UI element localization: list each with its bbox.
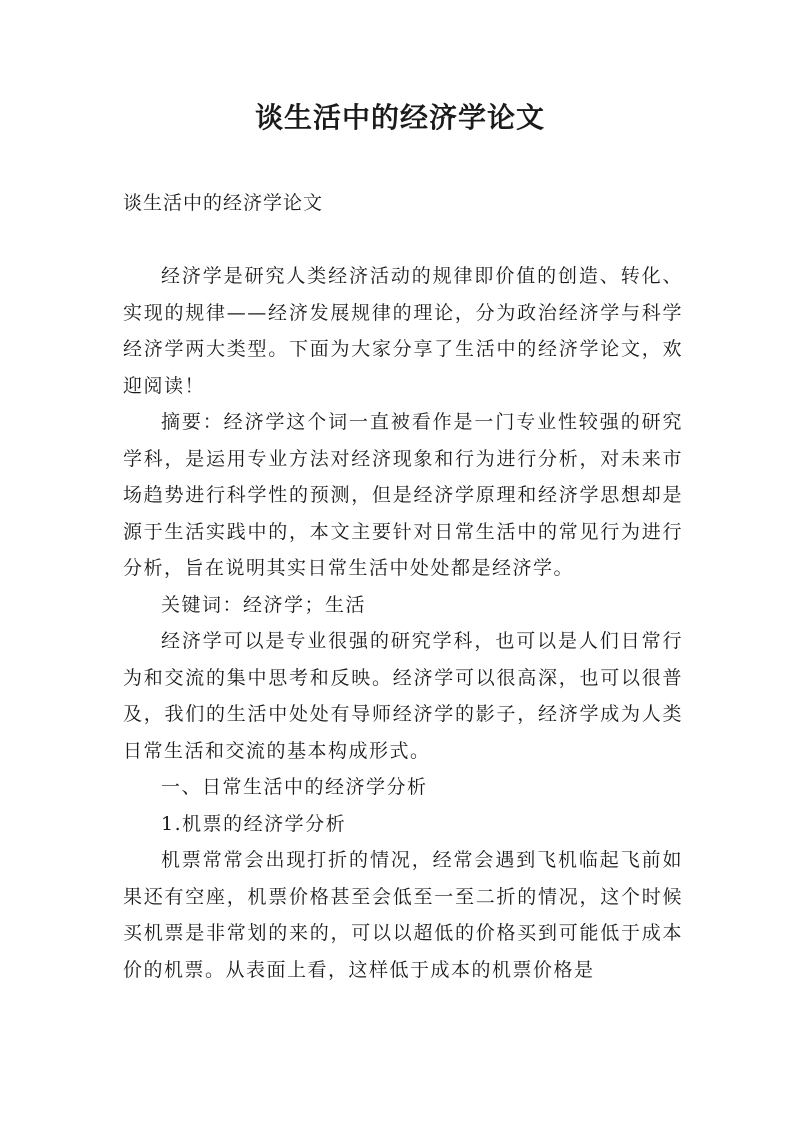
paragraph-airfare: 机票常常会出现打折的情况，经常会遇到飞机临起飞前如果还有空座，机票价格甚至会低至一至二折的情况，这个时候买机票是非常划的来的，可以以超低的价格买到可能低于成本价的机票。从表面上看，这样低于成本的机票价格是 bbox=[123, 849, 683, 981]
paragraph-abstract: 摘要：经济学这个词一直被看作是一门专业性较强的研究学科，是运用专业方法对经济现象和行为进行分析，对未来市场趋势进行科学性的预测，但是经济学原理和经济学思想却是源于生活实践中的，本文主要针对日常生活中的常见行为进行分析，旨在说明其实日常生活中处处都是经济学。 bbox=[123, 411, 683, 579]
paragraph-keywords: 关键词：经济学；生活 bbox=[161, 593, 367, 616]
subsection-heading: 1.机票的经济学分析 bbox=[161, 812, 347, 835]
section-heading: 一、日常生活中的经济学分析 bbox=[161, 776, 428, 798]
document-subtitle: 谈生活中的经济学论文 bbox=[123, 192, 324, 214]
document-title: 谈生活中的经济学论文 bbox=[254, 101, 545, 134]
paragraph-overview: 经济学可以是专业很强的研究学科，也可以是人们日常行为和交流的集中思考和反映。经济学可以很高深，也可以很普及，我们的生活中处处有导师经济学的影子，经济学成为人类日常生活和交流的基本构成形式。 bbox=[123, 630, 683, 762]
document-body bbox=[123, 258, 683, 988]
paragraph-intro: 经济学是研究人类经济活动的规律即价值的创造、转化、实现的规律——经济发展规律的理论，分为政治经济学与科学经济学两大类型。下面为大家分享了生活中的经济学论文，欢迎阅读！ bbox=[123, 265, 683, 397]
